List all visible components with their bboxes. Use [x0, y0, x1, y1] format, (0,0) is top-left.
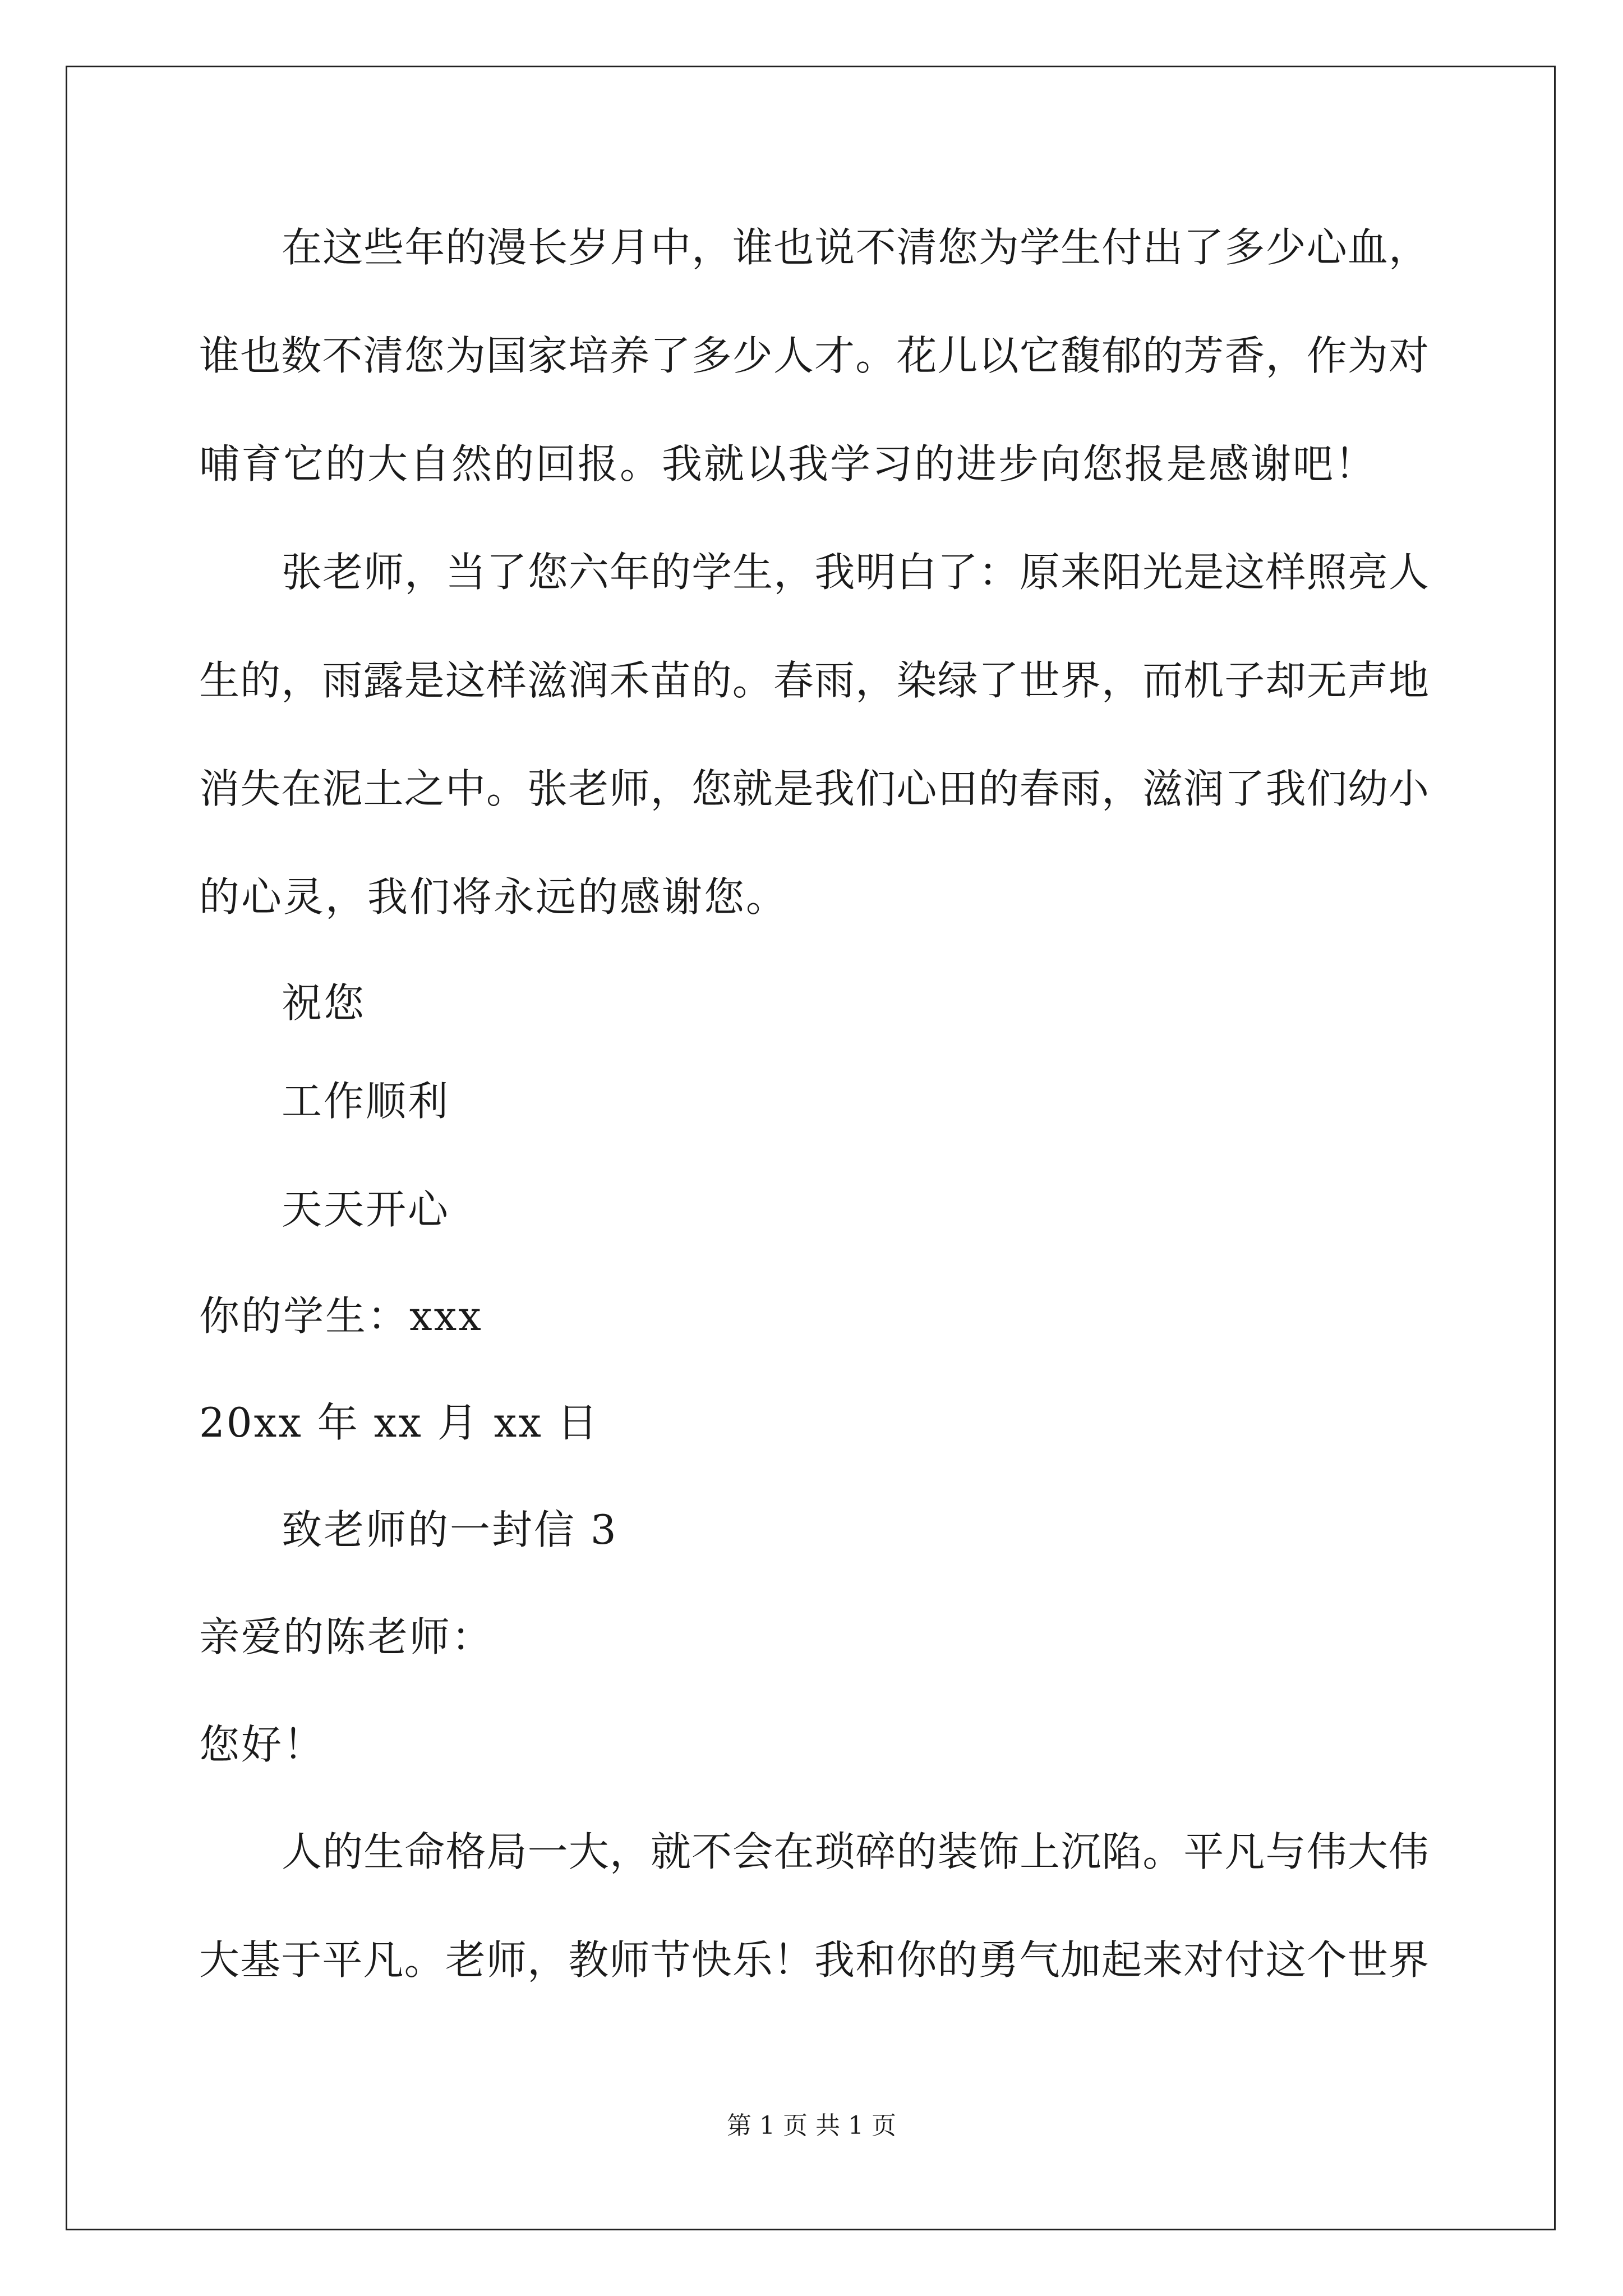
page-border [66, 66, 1556, 2230]
signature-line: 你的学生：xxx [199, 1292, 483, 1340]
paragraph-line: 张老师，当了您六年的学生，我明白了：原来阳光是这样照亮人 [282, 549, 1429, 596]
salutation: 亲爱的陈老师： [199, 1613, 494, 1660]
greeting: 您好！ [199, 1721, 326, 1768]
paragraph-line: 大基于平凡。老师，教师节快乐！我和你的勇气加起来对付这个世界 [199, 1936, 1429, 1984]
date-line: 20xx 年 xx 月 xx 日 [199, 1399, 600, 1446]
section-title: 致老师的一封信 3 [282, 1506, 618, 1553]
paragraph-line: 的心灵，我们将永远的感谢您。 [199, 873, 789, 921]
paragraph-line: 消失在泥土之中。张老师，您就是我们心田的春雨，滋润了我们幼小 [199, 765, 1429, 812]
closing-wish: 天天开心 [282, 1186, 450, 1233]
paragraph-line: 哺育它的大自然的回报。我就以我学习的进步向您报是感谢吧！ [199, 440, 1377, 487]
paragraph-line: 谁也数不清您为国家培养了多少人才。花儿以它馥郁的芳香，作为对 [199, 332, 1429, 379]
paragraph-line: 生的，雨露是这样滋润禾苗的。春雨，染绿了世界，而机子却无声地 [199, 657, 1429, 704]
paragraph-line: 在这些年的漫长岁月中，谁也说不清您为学生付出了多少心血， [282, 224, 1429, 271]
paragraph-line: 人的生命格局一大，就不会在琐碎的装饰上沉陷。平凡与伟大伟 [282, 1828, 1429, 1875]
closing-greeting: 祝您 [282, 979, 366, 1027]
page-number: 第 1 页 共 1 页 [727, 2111, 896, 2140]
closing-wish: 工作顺利 [282, 1078, 450, 1125]
